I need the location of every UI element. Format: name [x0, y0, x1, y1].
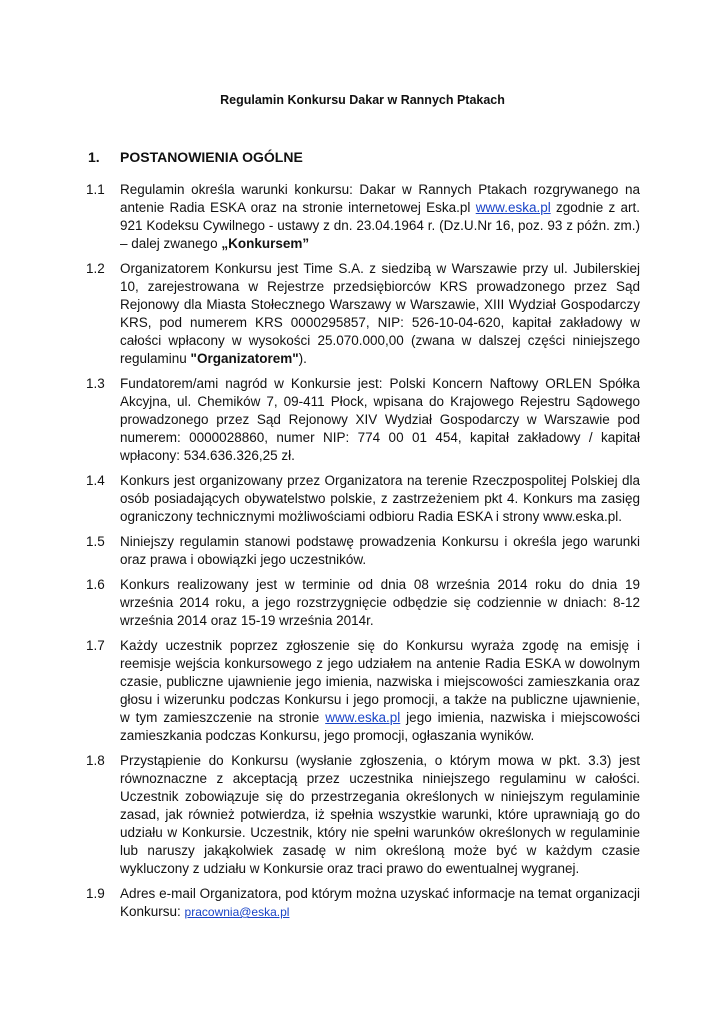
clause-1-4 [86, 472, 640, 526]
clause-number: 1.3 [86, 376, 105, 391]
clause-text-part: ). [298, 351, 307, 366]
section-title: POSTANOWIENIA OGÓLNE [120, 149, 303, 165]
clause-number: 1.2 [86, 261, 105, 276]
clause-text [120, 181, 640, 253]
clause-number: 1.5 [86, 534, 105, 549]
eska-link[interactable]: www.eska.pl [475, 200, 551, 215]
clause-text: Konkurs jest organizowany przez Organizatora na terenie Rzeczpospolitej Polskiej dla osób posiadających obywatelstwo polskie, z zastrzeżeniem pkt 4. Konkurs ma zasięg ograniczony technicznymi możliwościami odbioru Radia ESKA i strony www.eska.pl. [120, 473, 640, 524]
clause-1-5 [86, 533, 640, 569]
clause-1-2 [86, 260, 640, 368]
clause-number: 1.6 [86, 577, 105, 592]
clause-text-part: Adres e-mail Organizatora, pod którym można uzyskać informacje na temat organizacji Konkursu: [120, 886, 640, 919]
clause-text: Konkurs realizowany jest w terminie od dnia 08 września 2014 roku do dnia 19 września 2014 roku, a jego rozstrzygnięcie odbędzie się codziennie w dniach: 8-12 września 2014 oraz 15-19 września 2014r. [120, 577, 640, 628]
clause-1-9 [86, 885, 640, 921]
clause-1-7 [86, 637, 640, 745]
clause-number: 1.8 [86, 753, 105, 768]
clause-text [120, 885, 640, 921]
clause-1-6 [86, 576, 640, 630]
clause-text-part: Organizatorem Konkursu jest Time S.A. z siedzibą w Warszawie przy ul. Jubilerskiej 10, zarejestrowana w Rejestrze przedsiębiorców KRS prowadzonego przez Sąd Rejonowy dla Miasta Stołecznego Warszawy w Warszawie, XIII Wydział Gospodarczy KRS, pod numerem KRS 0000295857, NIP: 526-10-04-620, kapitał zakładowy w całości wpłacony w wysokości 25.070.000,00 (zwana w dalszej części niniejszego regulaminu [120, 261, 640, 366]
clause-number: 1.1 [86, 182, 105, 197]
clause-text: Fundatorem/ami nagród w Konkursie jest: Polski Koncern Naftowy ORLEN Spółka Akcyjna, ul. Chemików 7, 09-411 Płock, wpisana do Krajowego Rejestru Sądowego prowadzonego przez Sąd Rejonowy XIV Wydział Gospodarczy w Warszawie pod numerem: 0000028860, numer NIP: 774 00 01 454, kapitał zakładowy / kapitał wpłacony: 534.636.326,25 zł. [120, 376, 640, 463]
clause-text [120, 260, 640, 368]
clause-text-part: Regulamin określa warunki konkursu: Dakar w Rannych Ptakach rozgrywanego na antenie Radia ESKA oraz na stronie internetowej Eska.pl [120, 182, 640, 215]
clause-text [120, 637, 640, 745]
defined-term: „Konkursem” [221, 236, 310, 251]
eska-link[interactable]: www.eska.pl [325, 710, 401, 725]
clause-text-part: jego imienia, nazwiska i miejscowości zamieszkania podczas Konkursu, jego promocji, ogłaszania wyników. [120, 710, 640, 743]
clause-number: 1.9 [86, 886, 105, 901]
clause-text-part: zgodnie z art. 921 Kodeksu Cywilnego - ustawy z dn. 23.04.1964 r. (Dz.U.Nr 16, poz. 93 z późn. zm.) – dalej zwanego [120, 200, 641, 251]
defined-term: "Organizatorem" [190, 351, 299, 366]
clause-text: Przystąpienie do Konkursu (wysłanie zgłoszenia, o którym mowa w pkt. 3.3) jest równoznaczne z akceptacją przez uczestnika niniejszego regulaminu w całości. Uczestnik zobowiązuje się do przestrzegania określonych w niniejszym regulaminie zasad, jak również potwierdza, iż spełnia wszystkie warunki, które uprawniają go do udziału w Konkursie. Uczestnik, który nie spełni warunków określonych w regulaminie lub naruszy jakąkolwiek zasadę w nim określoną może być w każdym czasie wykluczony z udziału w Konkursie oraz traci prawo do ewentualnej wygranej. [120, 753, 640, 876]
clause-number: 1.7 [86, 638, 105, 653]
document-title: Regulamin Konkursu Dakar w Rannych Ptakach [220, 93, 505, 107]
section-heading [88, 149, 303, 165]
clause-text: Niniejszy regulamin stanowi podstawę prowadzenia Konkursu i określa jego warunki oraz prawa i obowiązki jego uczestników. [120, 534, 640, 567]
clause-1-1 [86, 181, 640, 253]
clause-1-3 [86, 375, 640, 465]
clause-1-8 [86, 752, 640, 878]
clause-text-part: Każdy uczestnik poprzez zgłoszenie się do Konkursu wyraża zgodę na emisję i reemisje wejścia konkursowego z jego udziałem na antenie Radia ESKA w dowolnym czasie, publiczne ujawnienie jego imienia, nazwiska i miejscowości zamieszkania oraz głosu i wizerunku podczas Konkursu i jego promocji, a także na publiczne ujawnienie, w tym zamieszczenie na stronie [120, 638, 640, 725]
clause-number: 1.4 [86, 473, 105, 488]
email-link[interactable]: pracownia@eska.pl [184, 905, 290, 919]
section-number: 1. [88, 149, 100, 165]
clause-list [86, 181, 640, 928]
